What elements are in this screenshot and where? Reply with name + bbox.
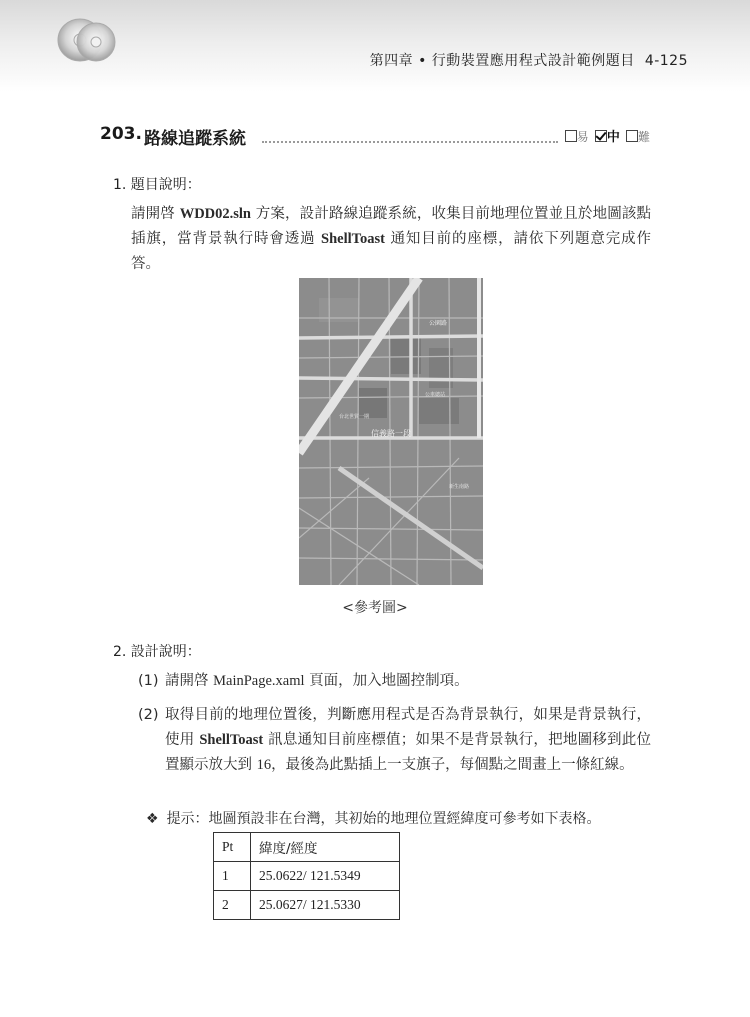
leader-dots xyxy=(262,141,558,143)
item-1-text-b: 頁面，加入地圖控制項。 xyxy=(304,673,469,689)
item-2-text xyxy=(165,703,651,778)
solution-filename: WDD02.sln xyxy=(179,206,251,222)
difficulty-hard-checkbox xyxy=(626,130,638,142)
difficulty-medium-label: 中 xyxy=(606,130,620,145)
table-row xyxy=(214,891,400,920)
difficulty-medium-checkbox xyxy=(595,130,607,142)
item-1-text-a: 請開啓 xyxy=(165,673,214,689)
table-row xyxy=(214,862,400,891)
zoom-level: 16 xyxy=(256,757,272,773)
question-title: 路線追蹤系統 xyxy=(144,129,246,149)
chapter-title: 第四章 • 行動裝置應用程式設計範例題目 xyxy=(369,53,635,69)
table-header-latlng: 緯度/經度 xyxy=(251,833,400,862)
item-2-text-c: ，最後為此點插上一支旗子，每個點之間畫上一條紅線。 xyxy=(271,757,634,773)
map-label-xinyi: 信義路一段 xyxy=(371,429,411,438)
item-2-text-a: 取得目前的地理位置後，判斷應用程式是否為背景執行，如果是背景執行，使用 xyxy=(165,707,651,748)
difficulty-easy-label: 易 xyxy=(576,130,589,144)
section-2-heading: 2. 設計說明： xyxy=(113,644,201,660)
para-text-2: 方案，設計路線追蹤系統，收集目前地理位置並且於地圖該點插旗，當背景執行時會透過 xyxy=(131,206,651,247)
map-label-bus: 公車總站 xyxy=(425,392,446,398)
item-2-number: (2) xyxy=(138,707,159,723)
para-text-1: 請開啓 xyxy=(131,206,180,222)
table-cell-pt: 1 xyxy=(214,862,251,891)
map-label-tower: 台北世貿一期 xyxy=(339,414,370,420)
table-header-pt: Pt xyxy=(214,833,251,862)
difficulty-easy-checkbox xyxy=(565,130,577,142)
question-title-row xyxy=(100,124,650,148)
page-number: 4-125 xyxy=(644,53,688,69)
item-2-shelltoast-term: ShellToast xyxy=(199,732,264,748)
section-1-paragraph xyxy=(131,202,651,277)
map-label-park: 公園路 xyxy=(429,320,448,327)
item-1-number: (1) xyxy=(138,673,159,689)
item-1-text xyxy=(165,669,651,694)
reference-map-image xyxy=(299,278,483,585)
running-head xyxy=(370,50,688,70)
table-cell-pt: 2 xyxy=(214,891,251,920)
tip-text: 提示：地圖預設非在台灣，其初始的地理位置經緯度可參考如下表格。 xyxy=(166,811,601,827)
para-text-3: 通知目前的座標，請依下列題意完成作答。 xyxy=(131,231,652,272)
shelltoast-term: ShellToast xyxy=(321,231,385,247)
section-1-heading: 1. 題目說明： xyxy=(113,177,201,193)
difficulty-hard-label: 難 xyxy=(637,130,650,144)
diamond-bullet-icon: ❖ xyxy=(146,811,159,827)
difficulty-indicator xyxy=(563,126,650,145)
figure-caption: <參考圖> xyxy=(342,600,408,616)
xaml-filename: MainPage.xaml xyxy=(213,673,305,689)
table-cell-coord: 25.0622/ 121.5349 xyxy=(251,862,400,891)
table-header-row xyxy=(214,833,400,862)
map-graphic xyxy=(299,278,483,585)
map-label-road: 新生南路 xyxy=(449,484,470,490)
tip-line xyxy=(146,808,601,828)
coordinates-table xyxy=(213,832,400,920)
table-cell-coord: 25.0627/ 121.5330 xyxy=(251,891,400,920)
question-number: 203. xyxy=(100,124,142,144)
item-2-text-b: 訊息通知目前座標值；如果不是背景執行，把地圖移到此位置顯示放大到 xyxy=(165,732,652,773)
disc-logo-icon xyxy=(52,14,122,66)
